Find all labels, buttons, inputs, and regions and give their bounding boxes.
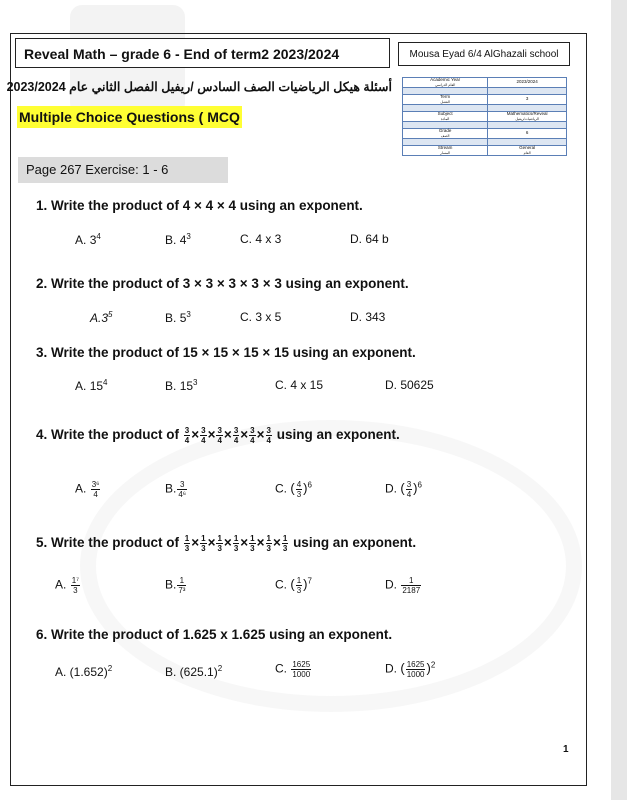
- page-number: 1: [563, 744, 569, 755]
- stream-label: Stream: [437, 145, 453, 150]
- q5-option-a: A. $\frac{\text{1⁷}}{3}$: [55, 576, 80, 595]
- q4-option-a: A. $\frac{\text{3⁶}}{4}$: [75, 480, 100, 499]
- year-label-ar: العام الدراسي: [434, 82, 456, 87]
- q4-option-c: C. ( $\frac{4}{3}$ )$^6$: [275, 480, 312, 499]
- year-label: Academic Year: [430, 77, 461, 82]
- mcq-label: Multiple Choice Questions ( MCQ: [17, 106, 242, 128]
- term-label-ar: الفصل: [440, 99, 450, 104]
- year-value: 2023/2024: [488, 78, 567, 88]
- term-value: 3: [488, 95, 567, 105]
- q1-option-b: B. $4^3$: [165, 232, 191, 247]
- info-row-grade: [403, 129, 567, 139]
- grade-label: Grade: [438, 128, 452, 133]
- question-1: 1. Write the product of 4 × 4 × 4 using an exponent.: [36, 198, 363, 213]
- q5-option-c: C. ( $\frac{1}{3}$ )$^7$: [275, 576, 312, 595]
- question-3: 3. Write the product of 15 × 15 × 15 × 15 using an exponent.: [36, 345, 416, 360]
- question-6: 6. Write the product of 1.625 x 1.625 using an exponent.: [36, 627, 393, 642]
- grade-label-ar: الصف: [440, 133, 450, 138]
- q3-option-d: D. 50625: [385, 378, 434, 392]
- q1-option-a: A. $3^4$: [75, 232, 101, 247]
- question-5: 5. Write the product of $\frac{1}{3}$ × $\frac{1}{3}$ × $\frac{1}{3}$ × $\frac{1}{3}$ × $\frac{1}{3}$ × $\frac{1}{3}$ × $\frac{1}{3}$ using an exponent.: [36, 534, 417, 553]
- page-exercise-label: Page 267 Exercise: 1 - 6: [18, 157, 228, 183]
- q3-option-b: B. $15^3$: [165, 378, 198, 393]
- question-4: 4. Write the product of $\frac{3}{4}$ × $\frac{3}{4}$ × $\frac{3}{4}$ × $\frac{3}{4}$ × $\frac{3}{4}$ × $\frac{3}{4}$ using an exponent.: [36, 426, 400, 445]
- stream-value-ar: العام: [523, 150, 531, 155]
- q1-option-d: D. 64 b: [350, 232, 389, 246]
- info-row-term: [403, 95, 567, 105]
- q5-option-b: B. $\frac{1}{\text{7³}}$: [165, 576, 186, 595]
- subject-value-ar: الرياضيات/ريفيل: [515, 116, 539, 121]
- q5-option-d: D. $\frac{1}{2187}$: [385, 576, 421, 595]
- q6-option-b: B. $(625.1)^2$: [165, 664, 223, 679]
- q1-option-c: C. 4 x 3: [240, 232, 282, 246]
- q2-option-a: $A.3^5$: [90, 310, 113, 325]
- school-name: Mousa Eyad 6/4 AlGhazali school: [398, 42, 570, 66]
- arabic-heading: أسئلة هيكل الرياضيات الصف السادس /ريفيل الفصل الثاني عام 2023/2024: [6, 80, 392, 94]
- worksheet-title: Reveal Math – grade 6 - End of term2 2023/2024: [15, 38, 390, 68]
- stream-value: General: [519, 145, 536, 150]
- q2-option-b: B. $5^3$: [165, 310, 191, 325]
- info-table: [402, 77, 567, 156]
- subject-label: Subject: [437, 111, 453, 116]
- q3-option-a: A. $15^4$: [75, 378, 108, 393]
- info-row-subject: [403, 112, 567, 122]
- subject-label-ar: المادة: [440, 116, 450, 121]
- q6-option-d: D. ( $\frac{1625}{1000}$ )$^2$: [385, 660, 436, 679]
- info-row-stream: [403, 146, 567, 156]
- grade-value: 6: [488, 129, 567, 139]
- q4-option-b: B. $\frac{3}{\text{4⁶}}$: [165, 480, 187, 499]
- right-margin-strip: [611, 0, 627, 800]
- q6-option-a: A. $(1.652)^2$: [55, 664, 113, 679]
- q2-option-c: C. 3 x 5: [240, 310, 282, 324]
- term-label: Term: [440, 94, 451, 99]
- q6-option-c: C. $\frac{1625}{1000}$: [275, 660, 311, 679]
- q2-option-d: D. 343: [350, 310, 386, 324]
- q3-option-c: C. 4 x 15: [275, 378, 324, 392]
- stream-label-ar: المسار: [440, 150, 451, 155]
- info-row-year: [403, 78, 567, 88]
- subject-value: Mathematics/Reveal: [506, 111, 548, 116]
- question-2: 2. Write the product of 3 × 3 × 3 × 3 × 3 using an exponent.: [36, 276, 409, 291]
- q4-option-d: D. ( $\frac{3}{4}$ )$^6$: [385, 480, 422, 499]
